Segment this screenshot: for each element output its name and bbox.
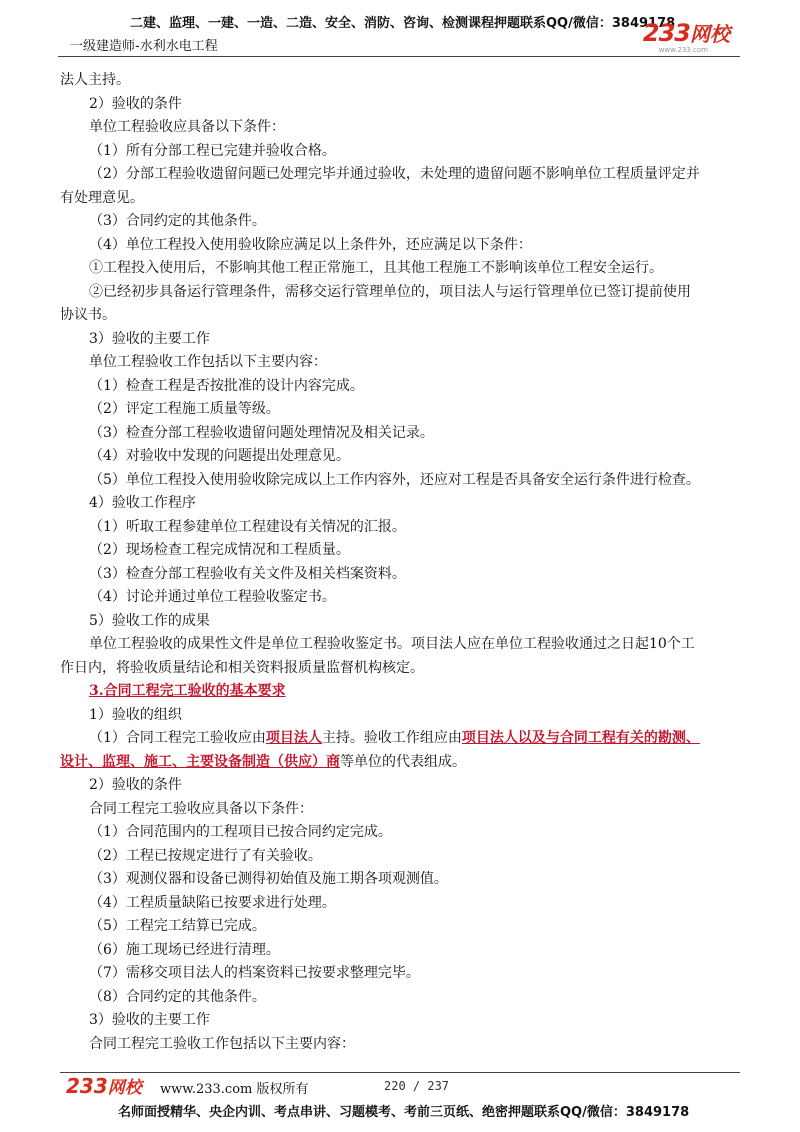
footer-logo: [66, 1073, 142, 1098]
text-line: （6）施工现场已经进行清理。: [89, 941, 280, 958]
page-number: 220 / 237: [384, 1079, 450, 1093]
text-line: 2）验收的条件: [89, 777, 182, 793]
text-line: （1）检查工程是否按批准的设计内容完成。: [89, 377, 364, 394]
text-line: （2）分部工程验收遗留问题已处理完毕并通过验收，未处理的遗留问题不影响单位工程质量评定并: [89, 166, 700, 182]
highlight-text: 设计、监理、施工、主要设备制造（供应）商: [60, 753, 340, 770]
text-line: 单位工程验收的成果性文件是单位工程验收鉴定书。项目法人应在单位工程验收通过之日起10个工: [89, 636, 695, 652]
text-line: （1）合同范围内的工程项目已按合同约定完成。: [89, 824, 392, 840]
footer-divider: [60, 1072, 740, 1073]
text-line: （4）对验收中发现的问题提出处理意见。: [89, 448, 350, 464]
text-line: 5）验收工作的成果: [89, 612, 210, 629]
text-line: ①工程投入使用后，不影响其他工程正常施工，且其他工程施工不影响该单位工程安全运行。: [89, 260, 663, 276]
text-line: （3）合同约定的其他条件。: [89, 213, 266, 229]
highlight-text: 项目法人以及与合同工程有关的勘测、: [461, 730, 700, 746]
brand-logo: [643, 18, 730, 47]
text-line: 作日内，将验收质量结论和相关资料报质量监督机构核定。: [60, 659, 424, 676]
footer-logo-text: 网校: [107, 1078, 142, 1098]
text-line-highlighted: [60, 727, 738, 751]
text-line: （5）单位工程投入使用验收除完成以上工作内容外，还应对工程是否具备安全运行条件进行检查。: [89, 471, 700, 488]
footer-copyright: www.233.com 版权所有: [160, 1082, 309, 1097]
section-heading: [60, 680, 738, 704]
text-span: （1）合同工程完工验收应由: [89, 730, 266, 746]
logo-url: www.233.com: [658, 46, 708, 54]
text-line: 协议书。: [60, 307, 116, 323]
text-line: （1）所有分部工程已完建并验收合格。: [89, 142, 336, 159]
text-line: 3）验收的主要工作: [89, 1012, 210, 1028]
footer-logo-number: 233: [66, 1074, 108, 1098]
text-line: 合同工程完工验收工作包括以下主要内容：: [89, 1035, 355, 1052]
footer-advert: 名师面授精华、央企内训、考点串讲、习题模考、考前三页纸、绝密押题联系QQ/微信：3849178: [118, 1105, 690, 1120]
text-line-highlighted: [60, 751, 738, 775]
header-divider: [58, 56, 740, 57]
text-line: 有处理意见。: [60, 189, 144, 206]
text-line: （4）工程质量缺陷已按要求进行处理。: [89, 894, 336, 911]
text-line: （3）观测仪器和设备已测得初始值及施工期各项观测值。: [89, 871, 448, 887]
text-line: 单位工程验收应具备以下条件：: [89, 119, 285, 135]
text-line: （3）检查分部工程验收遗留问题处理情况及相关记录。: [89, 424, 434, 441]
text-line: 法人主持。: [60, 72, 130, 88]
header-subject: 一级建造师-水利水电工程: [70, 39, 218, 54]
text-line: （3）检查分部工程验收有关文件及相关档案资料。: [89, 565, 406, 582]
text-line: （4）讨论并通过单位工程验收鉴定书。: [89, 589, 336, 605]
text-line: 1）验收的组织: [89, 706, 182, 723]
highlight-text: 项目法人: [265, 730, 322, 746]
text-line: 4）验收工作程序: [89, 495, 196, 511]
text-line: （2）现场检查工程完成情况和工程质量。: [89, 542, 350, 558]
text-line: （2）工程已按规定进行了有关验收。: [89, 847, 322, 864]
text-span: 主持。验收工作组应由: [321, 730, 462, 746]
text-line: 2）验收的条件: [89, 95, 182, 112]
text-line: （4）单位工程投入使用验收除应满足以上条件外，还应满足以下条件：: [89, 236, 532, 253]
text-line: 单位工程验收工作包括以下主要内容：: [89, 354, 327, 370]
text-line: 3）验收的主要工作: [89, 330, 210, 347]
document-body: [60, 69, 738, 1056]
text-line: 合同工程完工验收应具备以下条件：: [89, 800, 313, 817]
text-line: （8）合同约定的其他条件。: [89, 988, 266, 1005]
text-line: （7）需移交项目法人的档案资料已按要求整理完毕。: [89, 965, 420, 981]
text-line: （5）工程完工结算已完成。: [89, 918, 266, 934]
text-line: ②已经初步具备运行管理条件，需移交运行管理单位的，项目法人与运行管理单位已签订提前使用: [89, 283, 691, 300]
section-heading-text: 3.合同工程完工验收的基本要求: [89, 683, 286, 699]
logo-text: 网校: [690, 22, 730, 46]
text-line: （2）评定工程施工质量等级。: [89, 401, 280, 417]
header-contact-line: 二建、监理、一建、一造、二造、安全、消防、咨询、检测课程押题联系QQ/微信：3849178: [130, 16, 676, 31]
logo-number: 233: [642, 19, 690, 47]
text-span: 等单位的代表组成。: [340, 753, 466, 770]
text-line: （1）听取工程参建单位工程建设有关情况的汇报。: [89, 518, 406, 535]
